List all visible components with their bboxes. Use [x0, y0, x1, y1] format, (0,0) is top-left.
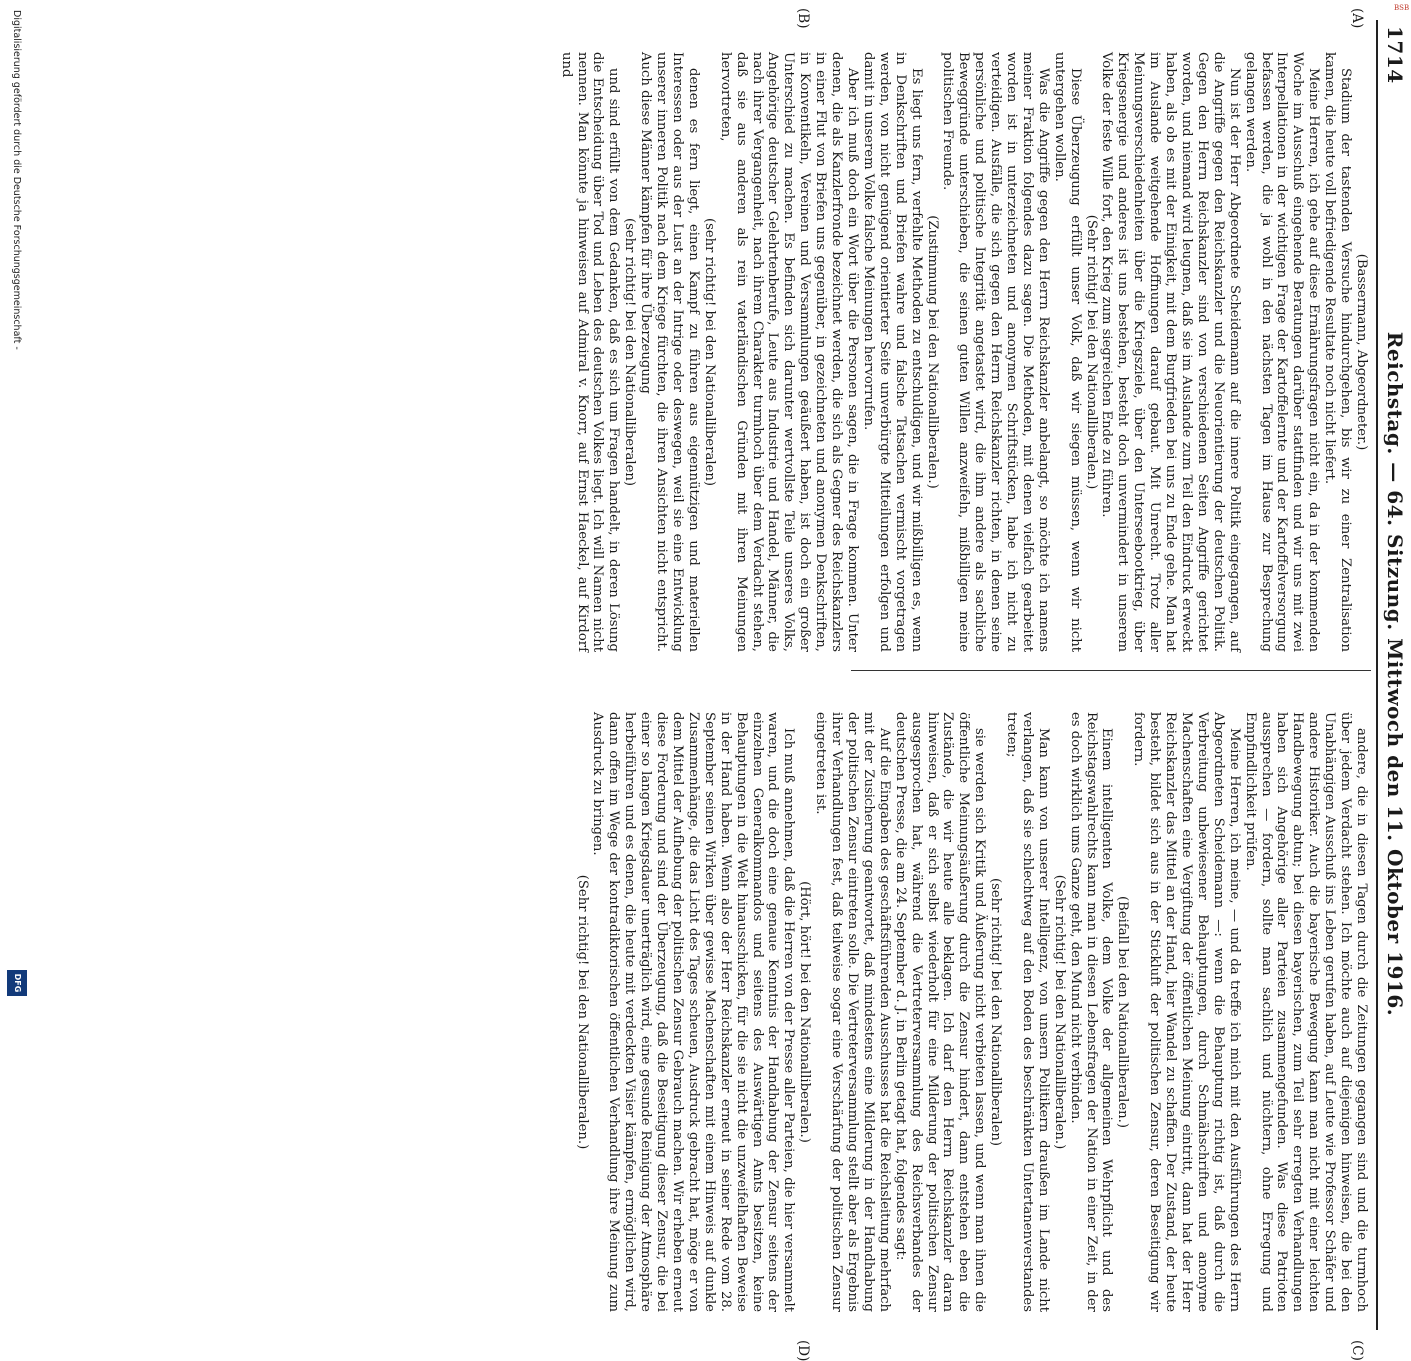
- page-header: [1377, 14, 1411, 1334]
- footer: [0, 0, 30, 1000]
- right-column-paragraph: Ich muß annehmen, daß die Herren von der Presse aller Parteien, die hier versammelt waren, und die doch eine genaue Kenntnis der Handhabung der Zensur seitens der einzelnen Generalkommandos und seitens des Auswärtigen Amts besitzen, keine Behauptungen in die Welt hinausschicken, für die sie nicht die unzweifelhaften Beweise in der Hand haben. Wenn also der Herr Reichskanzler erneut in seiner Rede vom 28. September seinen Wirken über gewisse Machenschaften mit einem Hinweis auf dunkle Zusammenhänge, die das Licht des Tages scheuen, Ausdruck gebracht hat, möge er von dem Mittel der Aufhebung der politischen Zensur Gebrauch machen. Wir erheben erneut diese Forderung und sind der Überzeugung, daß die Beseitigung dieser Zensur, die bei einer so langen Kriegsdauer unerträglich wird, eine gesunde Reinigung der Atmosphäre herbeiführen und es denen, die heute mit verdeckten Visier kämpfen, ermöglichen wird, dann offen im Wege der kontradiktorischen öffentlichen Verhandlung ihre Meinung zum Ausdruck zu bringen.: [590, 712, 797, 1312]
- left-column-paragraph: Es liegt uns fern, verfehlte Methoden zu entschuldigen, und wir mißbilligen es, wenn in Denkschriften und Briefen wahre und falsche Tatsachen vermischt vorgetragen werden, von nicht genügend orientierter Seite unverbürgte Mitteilungen erfolgen und damit in unserem Volke falsche Meinungen hervorrufen.: [860, 52, 924, 652]
- left-column-paragraph: (Zustimmung bei den Nationalliberalen.): [924, 215, 940, 489]
- right-column-paragraph: (Sehr richtig! bei den Nationalliberalen.): [1051, 874, 1067, 1150]
- dfg-logo: DFG: [7, 970, 27, 996]
- right-column-paragraph: (Hört, hört! bei den Nationalliberalen.): [797, 881, 813, 1143]
- right-column-paragraph: Auf die Eingaben des geschäftsführenden Ausschusses hat die Reichsleitung mehrfach mit der Zusicherung geantwortet, daß mindestens eine Milderung in der Handhabung der politischen Zensur eintreten solle. Die Vertreterversammlung stellt aber als Ergebnis ihrer Verhandlungen fest, daß teilweise sogar eine Verschärfung der politischen Zensur eingetreten ist.: [813, 712, 892, 1312]
- margin-marker-a: (A): [1349, 8, 1365, 29]
- margin-marker-b: (B): [795, 8, 811, 29]
- right-column-paragraph: andere, die in diesen Tagen durch die Zeitungen gegangen sind und die turmhoch über jedem Verdacht stehen. Ich möchte auch auf diejenigen hinweisen, die bei den Unabhängigen Ausschuß ins Leben gerufen haben, auf Leute wie Professor Schäfer und andere Historiker. Auch die bayerische Bewegung kann man nicht mit einer leichten Handbewegung abtun; bei diesen bayerischen, zum Teil sehr erregten Verhandlungen haben sich Angehörige aller Parteien zusammengefunden. Was diese Patrioten aussprechen — fordern, sollte man sachlich und nüchtern, ohne Erregung und Empfindlichkeit prüfen.: [1242, 712, 1369, 1312]
- left-column-paragraph: (sehr richtig! bei den Nationalliberalen): [622, 217, 638, 487]
- right-column: [574, 712, 1369, 1312]
- left-column-paragraph: Meine Herren, ich gehe auf diese Ernährungsfragen nicht ein, da in der kommenden Woche im Ausschuß eingehende Beratungen darüber stattfinden und wir uns mit zwei Interpellationen in der wichtigen Frage der Kartoffelernte und der Kartoffelversorgung befassen werden, die ja wohl in den nächsten Tagen im Hause zur Besprechung gelangen werden.: [1242, 52, 1322, 652]
- right-column-paragraph: sie werden sich Kritik und Äußerung nicht verbieten lassen, und wenn man ihnen die öffentliche Meinungsäußerung durch die Zensur hindert, dann entstehen eben die Zustände, die wir heute alle beklagen. Ich darf den Herrn Reichskanzler daran hinweisen, daß er sich selbst wiederholt für eine Milderung der politischen Zensur ausgesprochen hat, während die Vertreterversammlung des Reichsverbandes der deutschen Presse, die am 24. September d. J. in Berlin getagt hat, folgendes sagt:: [892, 712, 988, 1312]
- header-rule: [1376, 20, 1378, 1330]
- margin-marker-c: (C): [1349, 1340, 1365, 1361]
- right-column-paragraph: (sehr richtig! bei den Nationalliberalen): [988, 877, 1004, 1147]
- margin-marker-d: (D): [795, 1340, 811, 1361]
- left-column-paragraph: Nun ist der Herr Abgeordnete Scheidemann auf die innere Politik eingegangen, auf die Angriffe gegen den Reichskanzler und die Neuorientierung der deutschen Politik. Gegen den Herrn Reichskanzler sind von verschiedenen Seiten Angriffe gerichtet worden, und niemand wird leugnen, daß sie im Auslande zum Teil den Eindruck erweckt haben, als ob es mit der Einigkeit, mit dem Burgfrieden bei uns zu Ende gehe. Man hat im Auslande weitgehende Hoffnungen darauf gebaut. Mit Unrecht. Trotz aller Meinungsverschiedenheiten über die Kriegsziele, über den Unterseebootkrieg, über Kriegsenergie und anderes ist uns bestehen, besteht doch unvermindert in unserem Volke der feste Wille fort, den Krieg zum siegreichen Ende zu führen.: [1099, 52, 1242, 652]
- right-column-paragraph: Meine Herren, ich meine, — und da treffe ich mich mit den Ausführungen des Herrn Abgeordneten Scheidemann —: wenn die Behauptung richtig ist, daß durch die Verbreitung unbewiesener Behauptungen, durch Schmähschriften und anonyme Machenschaften eine Vergiftung der öffentlichen Meinung eintritt, dann hat der Herr Reichskanzler das Mittel an der Hand, hier Wandel zu schaffen. Der Zustand, der heute besteht, bildet sich aus in der Stickluft der politischen Zensur, deren Beseitigung wir fordern.: [1131, 712, 1242, 1312]
- right-column-paragraph: (Beifall bei den Nationalliberalen.): [1115, 896, 1131, 1128]
- left-column-paragraph: (Sehr richtig! bei den Nationalliberalen.): [1083, 214, 1099, 490]
- left-column-paragraph: und sind erfüllt von dem Gedanken, daß es sich um Fragen handelt, in deren Lösung die Entscheidung über Tod und Leben des deutschen Volkes liegt. Ich will Namen nicht nennen. Man könnte ja hinweisen auf Admiral v. Knorr, auf Ernst Haeckel, auf Kirdorf und: [558, 52, 622, 652]
- left-column: [558, 52, 1369, 652]
- right-column-paragraph: (Sehr richtig! bei den Nationalliberalen.): [574, 874, 590, 1150]
- corner-tag: BSB: [1394, 4, 1410, 12]
- page-number: 1714: [1383, 26, 1407, 84]
- left-column-paragraph: (sehr richtig! bei den Nationalliberalen): [701, 217, 717, 487]
- left-column-paragraph: (Bassermann, Abgeordneter.): [1354, 253, 1369, 451]
- left-column-paragraph: Diese Überzeugung erfüllt unser Volk, daß wir siegen müssen, wenn wir nicht untergehen wollen.: [1051, 52, 1083, 652]
- left-column-paragraph: Was die Angriffe gegen den Herrn Reichskanzler anbelangt, so möchte ich namens meiner Fraktion folgendes dazu sagen. Die Methoden, mit denen vielfach gearbeitet worden ist in unterzeichneten und anonymen Schriftstücken, habe ich nicht zu verteidigen. Ausfälle, die sich gegen den Herrn Reichskanzler richten, in denen seine persönliche und politische Integrität angetastet wird, die ihm andere als sachliche Beweggründe unterschieben, die seinen guten Willen anzweifeln, mißbilligen meine politischen Freunde.: [940, 52, 1051, 652]
- right-column-paragraph: Man kann von unserer Intelligenz, von unsern Politikern draußen im Lande nicht verlangen, daß sie schlechtweg auf den Boden des beschränkten Untertanenverstandes treten;: [1004, 712, 1051, 1312]
- page-title: Reichstag. — 64. Sitzung. Mittwoch den 11. Oktober 1916.: [1383, 331, 1407, 1017]
- left-column-paragraph: Aber ich muß doch ein Wort über die Personen sagen, die in Frage kommen. Unter denen, die als Kanzlerfronde bezeichnet werden, die sich als Gegner des Reichskanzlers in einer Flut von Briefen uns gegenüber, in gezeichneten und anonymen Denkschriften, in Konventikeln, Vereinen und Versammlungen geäußert haben, ist doch ein großer Unterschied zu machen. Es befinden sich darunter wertvollste Teile unseres Volks, Angehörige deutscher Gelehrtenberufe, Leute aus Industrie und Handel, Männer, die nach ihrer Vergangenheit, nach ihrem Charakter turmhoch über dem Verdacht stehen, daß sie aus anderen als rein vaterländischen Gründen mit ihren Meinungen hervortreten,: [717, 52, 860, 652]
- digitization-credit: Digitalisierung gefördert durch die Deutsche Forschungsgemeinschaft -: [11, 10, 22, 350]
- right-column-paragraph: Einem intelligenten Volke, dem Volke der allgemeinen Wehrpflicht und des Reichstagswahlrechts kann man in diesen Lebensfragen der Nation in einer Zeit, in der es doch wirklich ums Ganze geht, den Mund nicht verbinden.: [1067, 712, 1115, 1312]
- left-column-paragraph: Stadium der tastenden Versuche hindurchgehen, bis wir zu einer Zentralisation kamen, die heute voll befriedigende Resultate noch nicht liefert.: [1322, 52, 1354, 652]
- left-column-paragraph: denen es fern liegt, einen Kampf zu führen aus eigennützigen und materiellen Interessen oder aus der Lust an der Intrige oder deswegen, weil sie eine Entwicklung unserer inneren Politik nach dem Kriege fürchten, die ihren Ansichten nicht entspricht. Auch diese Männer kämpfen für ihre Überzeugung: [638, 52, 701, 652]
- column-divider: [851, 670, 1371, 671]
